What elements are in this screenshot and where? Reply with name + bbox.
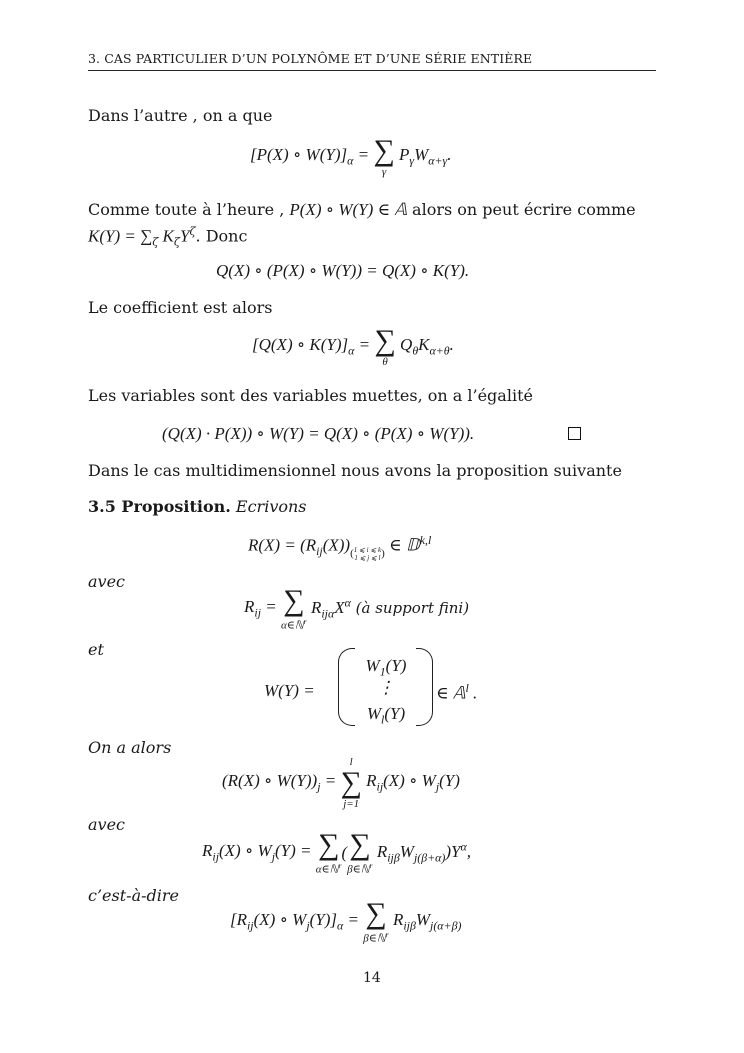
eq9-w-sub: j	[271, 849, 276, 864]
eq10-eq: =	[343, 910, 364, 930]
eq8-lhs-sub: j	[317, 779, 321, 794]
eq9-sum-1: ∑ α∈ℕ$^r$	[315, 828, 342, 876]
eq3-end: .	[449, 335, 454, 355]
eq8-term-sub: ij	[376, 779, 384, 794]
eq1-lhs-sub: α	[347, 153, 354, 168]
eq9-end: ,	[466, 842, 471, 862]
eq6-term-sub: ijα	[321, 606, 335, 621]
equation-9	[202, 830, 471, 876]
paragraph-2-end: alors on peut écrire comme	[406, 200, 636, 219]
eq3-sum-limit: θ	[382, 356, 388, 368]
paragraph-6: Dans le cas multidimensionnel nous avons la proposition suivante	[88, 461, 622, 480]
eq6-sum-limit: α∈ℕ	[280, 619, 304, 632]
eq7-right-paren	[416, 648, 433, 726]
equation-4: (Q(X) · P(X)) ∘ W(Y) = Q(X) ∘ (P(X) ∘ W(Y)).	[162, 424, 475, 443]
qed-square-icon	[568, 427, 581, 440]
eq5-ij: ij	[316, 544, 323, 559]
eq6-note: (à support fini)	[350, 599, 470, 618]
eq1-equals: =	[357, 145, 374, 165]
eq1-p-sub: γ	[409, 153, 415, 168]
eq7-lhs: W(Y) =	[264, 681, 315, 700]
eq5-cond2: 1 ⩽ j ⩽ l	[354, 554, 381, 563]
eq3-q-sub: θ	[412, 343, 419, 358]
eq10-w-sub: j	[306, 918, 310, 933]
on-a-alors: On a alors	[88, 738, 172, 757]
eq7-row3: $W_l(Y)$	[366, 704, 406, 727]
eq5-sup: k,l	[419, 533, 432, 547]
eq1-w-sub: α+γ	[428, 153, 448, 168]
equation-10	[230, 899, 461, 945]
eq3-q: Q	[400, 335, 413, 355]
eq1-p: P	[398, 145, 410, 165]
paragraph-4: Le coefficient est alors	[88, 298, 273, 317]
eq1-lhs: [P(X) ∘ W(Y)]	[250, 145, 348, 165]
eq6-x-sup: α	[344, 595, 351, 610]
eq5-mid: (X))	[322, 535, 351, 555]
equation-1	[250, 136, 451, 178]
eq5-cond1: 1 ⩽ i ⩽ k	[353, 546, 382, 555]
paragraph-3-y-sup: ζ	[189, 225, 196, 238]
paragraph-3-sum-sub: ζ	[152, 235, 159, 249]
eq5-rhs: ∈ 𝔻	[384, 535, 420, 555]
paragraph-2-start: Comme toute à l’heure ,	[88, 200, 290, 219]
eq6-x: X	[334, 598, 345, 618]
equation-6	[244, 586, 469, 632]
eq5-lhs: R(X) = (R	[248, 535, 317, 555]
eq3-lhs-sub: α	[348, 343, 355, 358]
eq1-sum-limit: γ	[381, 166, 387, 178]
proposition-label: 3.5 Proposition.	[88, 497, 231, 516]
eq3-equals: =	[358, 335, 375, 355]
eq9-mid: (X) ∘ W	[219, 841, 272, 861]
paragraph-1: Dans l’autre , on a que	[88, 106, 273, 125]
eq8-sum-bottom: j=1	[343, 798, 360, 810]
eq10-lhs-sub: ij	[247, 918, 254, 933]
paragraph-5: Les variables sont des variables muettes, on a l’égalité	[88, 386, 533, 405]
eq10-mid: (X) ∘ W	[253, 910, 307, 930]
eq3-k: K	[418, 335, 430, 355]
equation-8	[222, 756, 460, 810]
eq10-mid2: (Y)]	[309, 910, 338, 930]
eq1-end: .	[447, 145, 452, 165]
proposition-text: Ecrivons	[230, 497, 307, 516]
eq9-mid2: (Y) =	[275, 841, 316, 861]
eq9-y-sup: α	[460, 839, 467, 854]
eq9-term-sub: ijβ	[387, 850, 400, 865]
eq10-term: R	[392, 910, 404, 930]
eq10-lhs: [R	[230, 910, 247, 930]
eq10-w-sub2: j(α+β)	[430, 918, 462, 933]
eq9-lhs: R	[202, 841, 213, 861]
eq6-lhs-sub: ij	[254, 605, 261, 620]
eq6-eq: =	[261, 597, 281, 617]
eq8-sum: l ∑ j=1	[340, 756, 362, 810]
eq9-term: R	[376, 842, 388, 862]
eq10-term-sub: ijβ	[403, 918, 416, 933]
eq9-open: (	[341, 842, 348, 862]
equation-2: Q(X) ∘ (P(X) ∘ W(Y)) = Q(X) ∘ K(Y).	[216, 261, 470, 280]
eq10-a-sub: α	[337, 918, 344, 933]
eq6-sum: ∑ α∈ℕ$^r$	[280, 584, 307, 632]
eq8-sum-top: l	[349, 756, 353, 768]
eq8-w-sub: j	[435, 779, 440, 794]
eq8-mid: (X) ∘ W	[383, 771, 436, 791]
equation-3	[252, 326, 454, 368]
cest-a-dire: c’est-à-dire	[88, 886, 179, 905]
avec-1: avec	[88, 572, 126, 591]
eq3-k-sub: α+θ	[429, 343, 450, 358]
proposition	[88, 497, 307, 517]
paragraph-3-math: K(Y) = ∑	[88, 226, 153, 246]
eq1-w: W	[414, 145, 429, 165]
eq3-sum: ∑ θ	[374, 324, 396, 368]
header-rule	[88, 70, 656, 71]
eq9-lhs-sub: ij	[212, 849, 219, 864]
paragraph-3-k-sub: ζ	[173, 235, 180, 249]
eq1-sum: ∑ γ	[373, 134, 395, 178]
eq6-lhs: R	[244, 597, 255, 617]
eq8-lhs: (R(X) ∘ W(Y))	[222, 771, 318, 791]
eq8-term: R	[366, 771, 377, 791]
eq8-end: (Y)	[439, 771, 460, 791]
paragraph-2-math: P(X) ∘ W(Y) ∈ 𝔸	[289, 200, 407, 219]
page-number: 14	[363, 970, 381, 986]
eq6-sum-sup: r	[303, 617, 307, 626]
eq10-w: W	[415, 910, 431, 930]
eq9-close: )Y	[445, 842, 461, 862]
et-label: et	[88, 640, 104, 659]
equation-5: $R(X) = (R_{ij}(X))(1$ ⩽ i ⩽ k 1 ⩽ j ⩽ l) ∈ 𝔻$^{k,l}$	[248, 533, 432, 563]
paragraph-3-y: Y	[179, 226, 190, 246]
eq7-row2: ⋮	[377, 678, 395, 697]
eq8-eq: =	[320, 771, 341, 791]
eq9-w: W	[399, 842, 414, 862]
eq7-left-paren	[338, 648, 355, 726]
running-header: 3. CAS PARTICULIER D’UN POLYNÔME ET D’UNE SÉRIE ENTIÈRE	[88, 51, 533, 66]
eq10-sum: ∑ β∈ℕ$^r$	[363, 897, 389, 945]
eq7-row1: $W_1(Y)$	[365, 656, 407, 679]
paragraph-3-k: K	[158, 226, 174, 246]
eq9-w-sub2: j(β+α)	[413, 850, 446, 865]
eq6-term: R	[310, 598, 322, 618]
paragraph-2	[88, 200, 636, 220]
paragraph-3	[88, 222, 247, 253]
eq3-lhs: [Q(X) ∘ K(Y)]	[252, 335, 349, 355]
eq7-rhs: ∈ 𝔸$^l$ .	[436, 681, 478, 703]
paragraph-3-end: . Donc	[195, 226, 248, 246]
eq9-sum-2: ∑ β∈ℕ$^r$	[347, 828, 373, 876]
avec-2: avec	[88, 815, 126, 834]
